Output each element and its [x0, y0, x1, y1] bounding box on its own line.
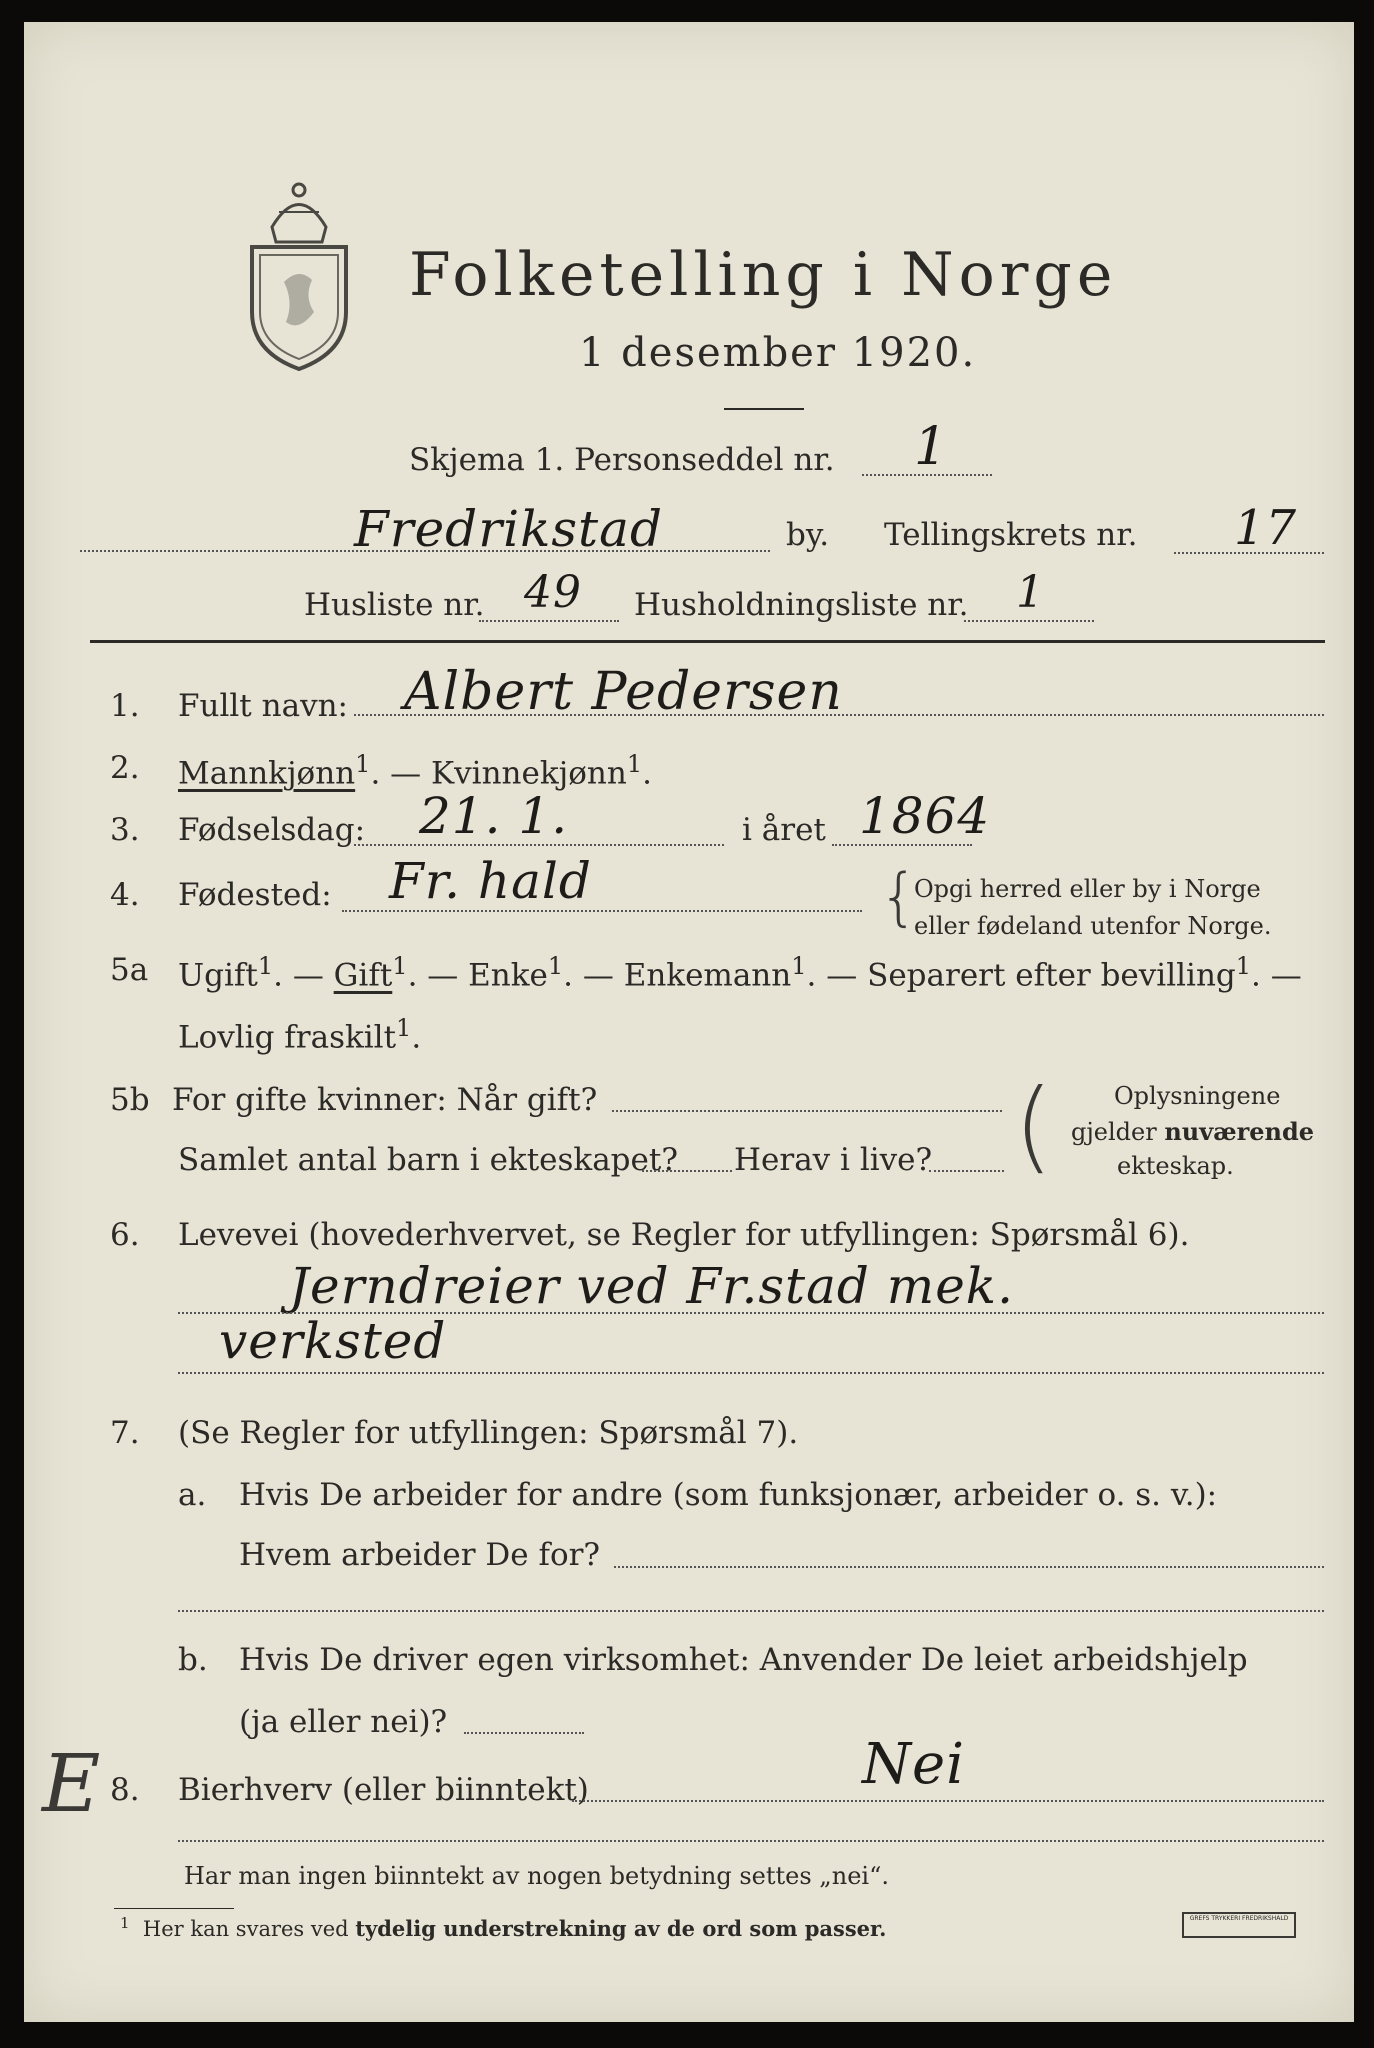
personseddel-nr-line — [862, 474, 992, 476]
birthplace-note-1: Opgi herred eller by i Norge — [914, 875, 1261, 903]
birthplace-note-2: eller fødeland utenfor Norge. — [914, 912, 1272, 940]
enke-option: Enke — [468, 957, 548, 994]
husliste-value: 49 — [524, 567, 582, 618]
q5b-note-3: ekteskap. — [1117, 1152, 1234, 1180]
footnote-text-b: tydelig understrekning av de ord som passer. — [355, 1916, 887, 1941]
q7a-text: Hvis De arbeider for andre (som funksjonær, arbeider o. s. v.): — [239, 1477, 1218, 1513]
schema-label: Skjema 1. Personseddel nr. — [409, 442, 835, 478]
occupation-line-2 — [178, 1372, 1324, 1374]
gender-separator: . — — [370, 755, 431, 792]
census-form — [24, 22, 1354, 2022]
city-line — [80, 550, 770, 552]
q5b-note-2a: gjelder — [1071, 1118, 1165, 1146]
q7b-text: Hvis De driver egen virksomhet: Anvender De leiet arbeidshjelp — [239, 1642, 1248, 1678]
birth-year-line — [832, 844, 972, 846]
q3-number: 3. — [110, 812, 140, 848]
q6-number: 6. — [110, 1217, 140, 1253]
hired-help-line — [464, 1732, 584, 1734]
nar-gift-line — [612, 1110, 1002, 1112]
q1-label: Fullt navn: — [178, 688, 348, 724]
gift-option: Gift — [333, 957, 393, 994]
husholdningsliste-line — [964, 620, 1094, 622]
q7-number: 7. — [110, 1415, 140, 1451]
footnote-mark: 1 — [396, 1014, 412, 1042]
birthplace-value: Fr. hald — [389, 852, 592, 910]
q6-label: Levevei (hovederhvervet, se Regler for utfyllingen: Spørsmål 6). — [178, 1217, 1190, 1253]
q2-number: 2. — [110, 750, 140, 786]
footnote-mark: 1 — [1235, 952, 1252, 980]
tellingskrets-value: 17 — [1234, 500, 1298, 556]
by-label: by. — [786, 517, 830, 553]
q4-label: Fødested: — [178, 877, 332, 913]
ugift-option: Ugift — [178, 957, 258, 994]
mannkjonn-option: Mannkjønn — [178, 755, 356, 792]
gender-end: . — [642, 755, 652, 792]
header-rule — [90, 640, 1325, 643]
birth-date-line — [354, 844, 724, 846]
employer-line-1 — [614, 1566, 1324, 1568]
side-income-value: Nei — [862, 1732, 966, 1797]
gender-options — [178, 750, 652, 791]
full-name-line — [354, 714, 1324, 716]
birth-year-value: 1864 — [859, 787, 991, 845]
footnote-mark: 1 — [626, 750, 643, 778]
side-income-line-2 — [178, 1840, 1324, 1842]
q7b-number: b. — [178, 1642, 208, 1678]
q4-number: 4. — [110, 877, 140, 913]
children-label: Samlet antal barn i ekteskapet? — [178, 1142, 678, 1178]
footnote-mark: 1 — [355, 750, 371, 778]
q5b-note-2b: nuværende — [1164, 1117, 1315, 1146]
lovlig-fraskilt-row: Lovlig fraskilt$^1$. — [178, 1014, 422, 1056]
husholdningsliste-label: Husholdningsliste nr. — [634, 587, 969, 623]
alive-label: Herav i live? — [734, 1142, 933, 1178]
brace: { — [879, 860, 919, 933]
footnote-mark: 1 — [791, 952, 807, 980]
alive-line — [929, 1170, 1004, 1172]
form-date: 1 desember 1920. — [579, 330, 977, 376]
q5a-number: 5a — [110, 952, 149, 988]
q5b-number: 5b — [110, 1082, 150, 1118]
q8-label: Bierhverv (eller biinntekt) — [178, 1772, 589, 1808]
side-income-line — [572, 1800, 1324, 1802]
q5b-label: For gifte kvinner: Når gift? — [172, 1082, 598, 1118]
enkemann-option: Enkemann — [623, 957, 792, 994]
q1-number: 1. — [110, 688, 140, 724]
lovlig-fraskilt-option: Lovlig fraskilt — [178, 1019, 397, 1056]
q7b-question: (ja eller nei)? — [239, 1704, 448, 1740]
husliste-line — [479, 620, 619, 622]
footnote-number: 1 — [120, 1914, 130, 1932]
year-label: i året — [742, 812, 826, 848]
title-divider — [724, 408, 804, 410]
footnote-text-a: Her kan svares ved — [142, 1917, 356, 1941]
q7a-number: a. — [178, 1477, 207, 1513]
tellingskrets-line — [1174, 552, 1324, 554]
birthplace-line — [342, 910, 862, 912]
q7-label: (Se Regler for utfyllingen: Spørsmål 7). — [178, 1415, 799, 1451]
separert-option: Separert efter bevilling — [867, 957, 1236, 994]
children-line — [642, 1170, 732, 1172]
footnote — [120, 1914, 887, 1941]
brace: ( — [1014, 1067, 1054, 1184]
q8-number: 8. — [110, 1772, 140, 1808]
occupation-value-line1: Jerndreier ved Fr.stad mek. — [289, 1257, 1014, 1315]
footnote-rule — [114, 1908, 234, 1909]
margin-mark: E — [42, 1737, 102, 1830]
q3-label: Fødselsdag: — [178, 812, 366, 848]
footnote-mark: 1 — [547, 952, 564, 980]
employer-line-2 — [178, 1610, 1324, 1612]
q5b-note-1: Oplysningene — [1114, 1082, 1281, 1110]
footer-note: Har man ingen biinntekt av nogen betydning settes „nei“. — [184, 1862, 889, 1890]
marital-status-options: Ugift$^1$. — Gift$^1$. — Enke$^1$. — Enkemann$^1$. — Separert efter bevilling$^1$. — — [178, 952, 1302, 994]
city-value: Fredrikstad — [354, 500, 663, 558]
q7a-question: Hvem arbeider De for? — [239, 1537, 601, 1573]
printer-stamp: GREFS TRYKKERI FREDRIKSHALD — [1182, 1912, 1296, 1938]
kvinnekjonn-option: Kvinnekjønn — [431, 755, 627, 792]
coat-of-arms-icon — [244, 172, 354, 372]
form-title: Folketelling i Norge — [409, 240, 1118, 310]
birth-date-value: 21. 1. — [419, 787, 569, 845]
personseddel-nr-value: 1 — [914, 417, 949, 477]
footnote-mark: 1 — [392, 952, 408, 980]
q5b-note-2 — [1071, 1117, 1314, 1146]
occupation-value-line2: verksted — [219, 1312, 447, 1370]
husliste-label: Husliste nr. — [304, 587, 485, 623]
husholdningsliste-value: 1 — [1016, 567, 1045, 618]
tellingskrets-label: Tellingskrets nr. — [884, 517, 1138, 553]
footnote-mark: 1 — [257, 952, 274, 980]
full-name-value: Albert Pedersen — [404, 662, 843, 722]
